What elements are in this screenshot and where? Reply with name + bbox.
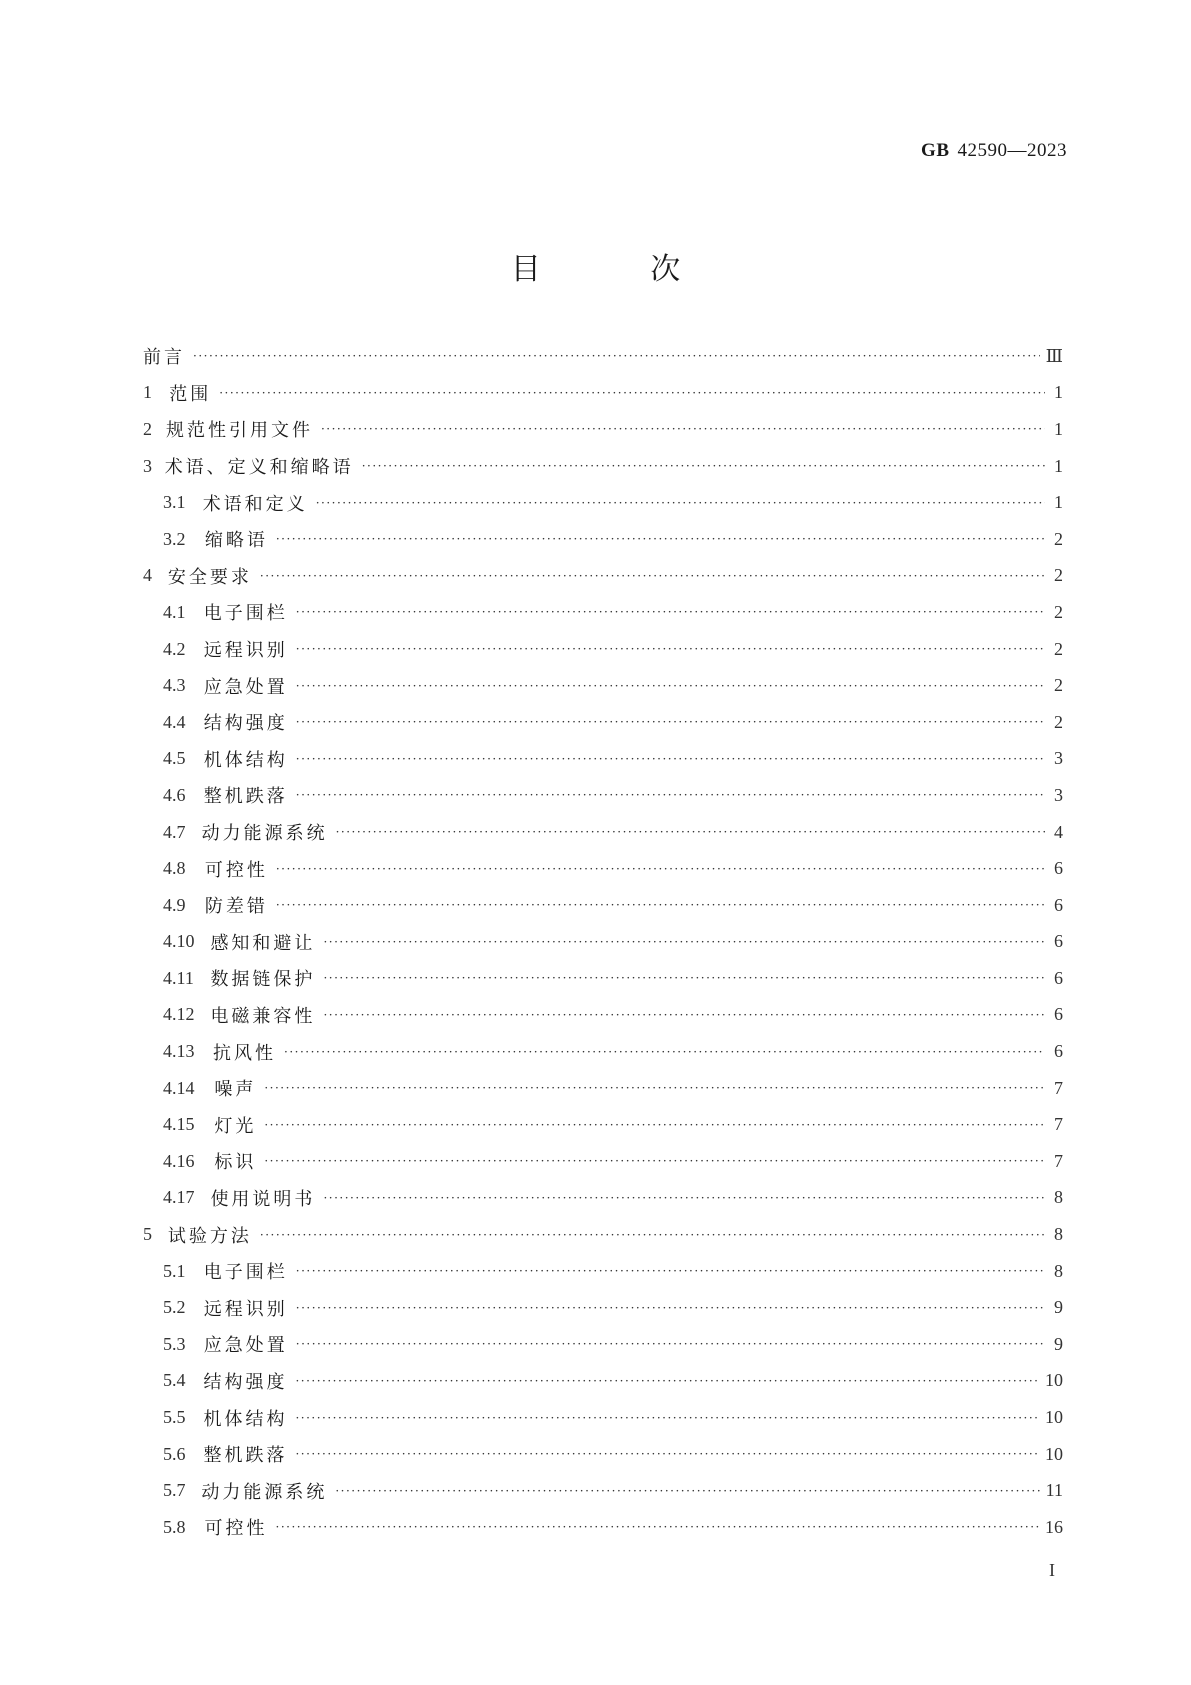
toc-entry[interactable]	[143, 1253, 1063, 1290]
toc-entry-page: 6	[1054, 1041, 1063, 1062]
toc-entry-page: 6	[1054, 967, 1063, 988]
toc-entry-number: 5.8	[163, 1516, 186, 1537]
dot-leader	[264, 1082, 1045, 1094]
toc-entry-title: 机体结构	[203, 749, 288, 771]
toc-entry-page: 3	[1054, 784, 1063, 805]
dot-leader	[362, 460, 1045, 472]
toc-entry[interactable]	[143, 1436, 1063, 1473]
toc-entry-page: 2	[1054, 528, 1063, 549]
toc-entry-number: 2	[143, 418, 152, 439]
toc-entry-title: 抗风性	[213, 1042, 277, 1064]
toc-entry-title: 电子围栏	[203, 1262, 288, 1284]
dot-leader	[296, 1265, 1045, 1277]
toc-entry[interactable]	[143, 741, 1063, 778]
toc-entry[interactable]	[143, 924, 1063, 961]
toc-entry[interactable]	[143, 521, 1063, 558]
toc-entry-number: 4.11	[163, 967, 194, 988]
toc-entry-page: 10	[1045, 1443, 1063, 1464]
toc-entry-page: 9	[1054, 1297, 1063, 1318]
toc-entry-number: 4.1	[163, 601, 186, 622]
toc-entry-page: 2	[1054, 711, 1063, 732]
toc-entry[interactable]	[143, 1106, 1063, 1143]
toc-entry[interactable]	[143, 1216, 1063, 1253]
toc-entry-title: 试验方法	[167, 1225, 252, 1247]
toc-entry-title: 感知和避让	[210, 932, 316, 954]
toc-entry-title: 术语和定义	[202, 493, 308, 515]
dot-leader	[296, 1338, 1045, 1350]
toc-entry[interactable]	[143, 1033, 1063, 1070]
toc-entry-page: 8	[1054, 1260, 1063, 1281]
toc-entry[interactable]	[143, 1070, 1063, 1107]
dot-leader	[276, 863, 1045, 875]
dot-leader	[296, 716, 1045, 728]
toc-entry[interactable]	[143, 448, 1063, 485]
toc-entry-page: 16	[1045, 1516, 1063, 1537]
toc-entry[interactable]	[143, 887, 1063, 924]
toc-entry[interactable]	[143, 1363, 1063, 1400]
dot-leader	[323, 936, 1045, 948]
toc-entry-number: 5.6	[163, 1443, 186, 1464]
toc-entry-title: 电磁兼容性	[210, 1005, 316, 1027]
dot-leader	[323, 1009, 1045, 1021]
toc-entry-number: 4.13	[163, 1041, 195, 1062]
toc-entry-page: 1	[1054, 455, 1063, 476]
toc-entry-page: 2	[1054, 565, 1063, 586]
dot-leader	[323, 1192, 1045, 1204]
toc-entry-number: 5.1	[163, 1260, 186, 1281]
toc-entry-page: 11	[1045, 1480, 1063, 1501]
dot-leader	[219, 387, 1045, 399]
toc-entry-title: 范围	[169, 383, 212, 405]
toc-entry-title: 使用说明书	[210, 1188, 316, 1210]
standard-number: 42590—2023	[957, 140, 1067, 161]
dot-leader	[336, 826, 1045, 838]
toc-entry-title: 动力能源系统	[201, 823, 328, 845]
page-number: I	[1049, 1560, 1055, 1580]
toc-entry-number: 5.5	[163, 1407, 186, 1428]
toc-entry-page: 2	[1054, 638, 1063, 659]
toc-entry-number: 4.15	[163, 1114, 195, 1135]
toc-entry-page: 6	[1054, 894, 1063, 915]
dot-leader	[264, 1155, 1045, 1167]
toc-entry[interactable]	[143, 1399, 1063, 1436]
dot-leader	[335, 1485, 1039, 1497]
toc-entry-number: 5.3	[163, 1333, 186, 1354]
toc-entry-number: 5	[143, 1224, 152, 1245]
toc-entry-page: 6	[1054, 858, 1063, 879]
toc-entry-title: 应急处置	[203, 1335, 288, 1357]
toc-entry[interactable]	[143, 1289, 1063, 1326]
toc-entry[interactable]	[143, 814, 1063, 851]
toc-entry-title: 防差错	[204, 896, 268, 918]
toc-entry-title: 应急处置	[203, 676, 288, 698]
toc-entry-page: 7	[1054, 1077, 1063, 1098]
toc-entry-page: 8	[1054, 1224, 1063, 1245]
dot-leader	[295, 1375, 1039, 1387]
dot-leader	[276, 899, 1045, 911]
toc-entry-title: 结构强度	[203, 1371, 288, 1393]
dot-leader	[295, 1412, 1039, 1424]
dot-leader	[321, 423, 1045, 435]
toc-entry[interactable]	[143, 1143, 1063, 1180]
toc-entry-title: 可控性	[204, 1518, 268, 1540]
toc-entry-page: 1	[1054, 492, 1063, 513]
toc-entry-number: 5.7	[163, 1480, 186, 1501]
toc-entry-page: 1	[1054, 418, 1063, 439]
toc-entry-page: 7	[1054, 1150, 1063, 1171]
toc-entry-page: 6	[1054, 1004, 1063, 1025]
toc-entry-page: 2	[1054, 675, 1063, 696]
toc-entry-number: 4.4	[163, 711, 186, 732]
dot-leader	[260, 570, 1045, 582]
toc-entry[interactable]	[143, 411, 1063, 448]
toc-entry-title: 缩略语	[204, 530, 268, 552]
toc-entry-page: 4	[1054, 821, 1063, 842]
dot-leader	[296, 1302, 1045, 1314]
toc-entry-page: 6	[1054, 931, 1063, 952]
toc-entry-number: 4.9	[163, 894, 186, 915]
toc-entry[interactable]	[143, 960, 1063, 997]
toc-entry[interactable]	[143, 484, 1063, 521]
toc-entry-title: 噪声	[214, 1079, 257, 1101]
toc-entry[interactable]	[143, 667, 1063, 704]
toc-entry-number: 3	[143, 455, 152, 476]
toc-entry-number: 4.16	[163, 1150, 195, 1171]
toc-entry-title: 可控性	[204, 859, 268, 881]
page-title: 目 次	[510, 252, 731, 287]
toc-entry-page: 8	[1054, 1187, 1063, 1208]
toc-entry-title: 动力能源系统	[201, 1481, 328, 1503]
toc-entry-page: 2	[1054, 601, 1063, 622]
toc-entry-number: 4.6	[163, 784, 186, 805]
dot-leader	[296, 643, 1045, 655]
dot-leader	[296, 680, 1045, 692]
toc-entry-title: 数据链保护	[210, 969, 316, 991]
toc-entry-number: 4.10	[163, 931, 195, 952]
table-of-contents	[143, 338, 1063, 1546]
toc-entry[interactable]	[143, 594, 1063, 631]
toc-entry-title: 结构强度	[203, 713, 288, 735]
toc-entry[interactable]	[143, 777, 1063, 814]
dot-leader	[276, 1521, 1039, 1533]
toc-entry-page: 1	[1054, 382, 1063, 403]
toc-entry-number: 4.12	[163, 1004, 195, 1025]
toc-entry-number: 4.5	[163, 748, 186, 769]
toc-entry-page: 9	[1054, 1333, 1063, 1354]
dot-leader	[323, 972, 1045, 984]
standard-code	[921, 140, 1067, 162]
dot-leader	[260, 1229, 1045, 1241]
toc-entry-number: 5.2	[163, 1297, 186, 1318]
dot-leader	[295, 1448, 1039, 1460]
toc-entry-title: 远程识别	[203, 640, 288, 662]
toc-entry-title: 整机跌落	[203, 1445, 288, 1467]
standard-prefix: GB	[921, 140, 950, 161]
dot-leader	[276, 533, 1045, 545]
toc-entry-number: 4.17	[163, 1187, 195, 1208]
toc-entry-title: 机体结构	[203, 1408, 288, 1430]
toc-entry[interactable]	[143, 558, 1063, 595]
toc-entry-number: 4.3	[163, 675, 186, 696]
dot-leader	[296, 606, 1045, 618]
toc-entry[interactable]	[143, 1180, 1063, 1217]
toc-entry-title: 术语、定义和缩略语	[164, 457, 354, 479]
toc-entry-title: 规范性引用文件	[165, 420, 313, 442]
dot-leader	[193, 350, 1040, 362]
dot-leader	[264, 1119, 1045, 1131]
toc-entry-number: 4	[143, 565, 152, 586]
toc-entry-page: 3	[1054, 748, 1063, 769]
toc-entry-title: 远程识别	[203, 1298, 288, 1320]
toc-entry-number: 4.8	[163, 858, 186, 879]
toc-entry[interactable]	[143, 704, 1063, 741]
dot-leader	[316, 497, 1045, 509]
dot-leader	[296, 753, 1045, 765]
toc-entry-page: 10	[1045, 1370, 1063, 1391]
toc-entry-page: Ⅲ	[1045, 345, 1063, 366]
toc-entry-title: 安全要求	[167, 566, 252, 588]
toc-entry[interactable]	[143, 1472, 1063, 1509]
toc-entry[interactable]	[143, 1326, 1063, 1363]
dot-leader	[296, 789, 1045, 801]
toc-entry[interactable]	[143, 338, 1063, 375]
toc-entry-title: 标识	[214, 1152, 257, 1174]
toc-entry[interactable]	[143, 631, 1063, 668]
toc-entry-number: 1	[143, 382, 152, 403]
toc-entry-number: 5.4	[163, 1370, 186, 1391]
toc-entry-number: 4.7	[163, 821, 186, 842]
toc-entry-title: 电子围栏	[203, 603, 288, 625]
toc-entry-page: 7	[1054, 1114, 1063, 1135]
toc-entry-number: 3.1	[163, 492, 186, 513]
dot-leader	[284, 1046, 1045, 1058]
toc-entry-page: 10	[1045, 1407, 1063, 1428]
toc-entry-title: 灯光	[214, 1115, 257, 1137]
toc-entry[interactable]	[143, 1509, 1063, 1546]
toc-entry[interactable]	[143, 850, 1063, 887]
toc-entry-title: 前言	[143, 347, 185, 369]
toc-entry-number: 3.2	[163, 528, 186, 549]
toc-entry[interactable]	[143, 997, 1063, 1034]
toc-entry-number: 4.14	[163, 1077, 195, 1098]
toc-entry-title: 整机跌落	[203, 786, 288, 808]
toc-entry-number: 4.2	[163, 638, 186, 659]
toc-entry[interactable]	[143, 375, 1063, 412]
